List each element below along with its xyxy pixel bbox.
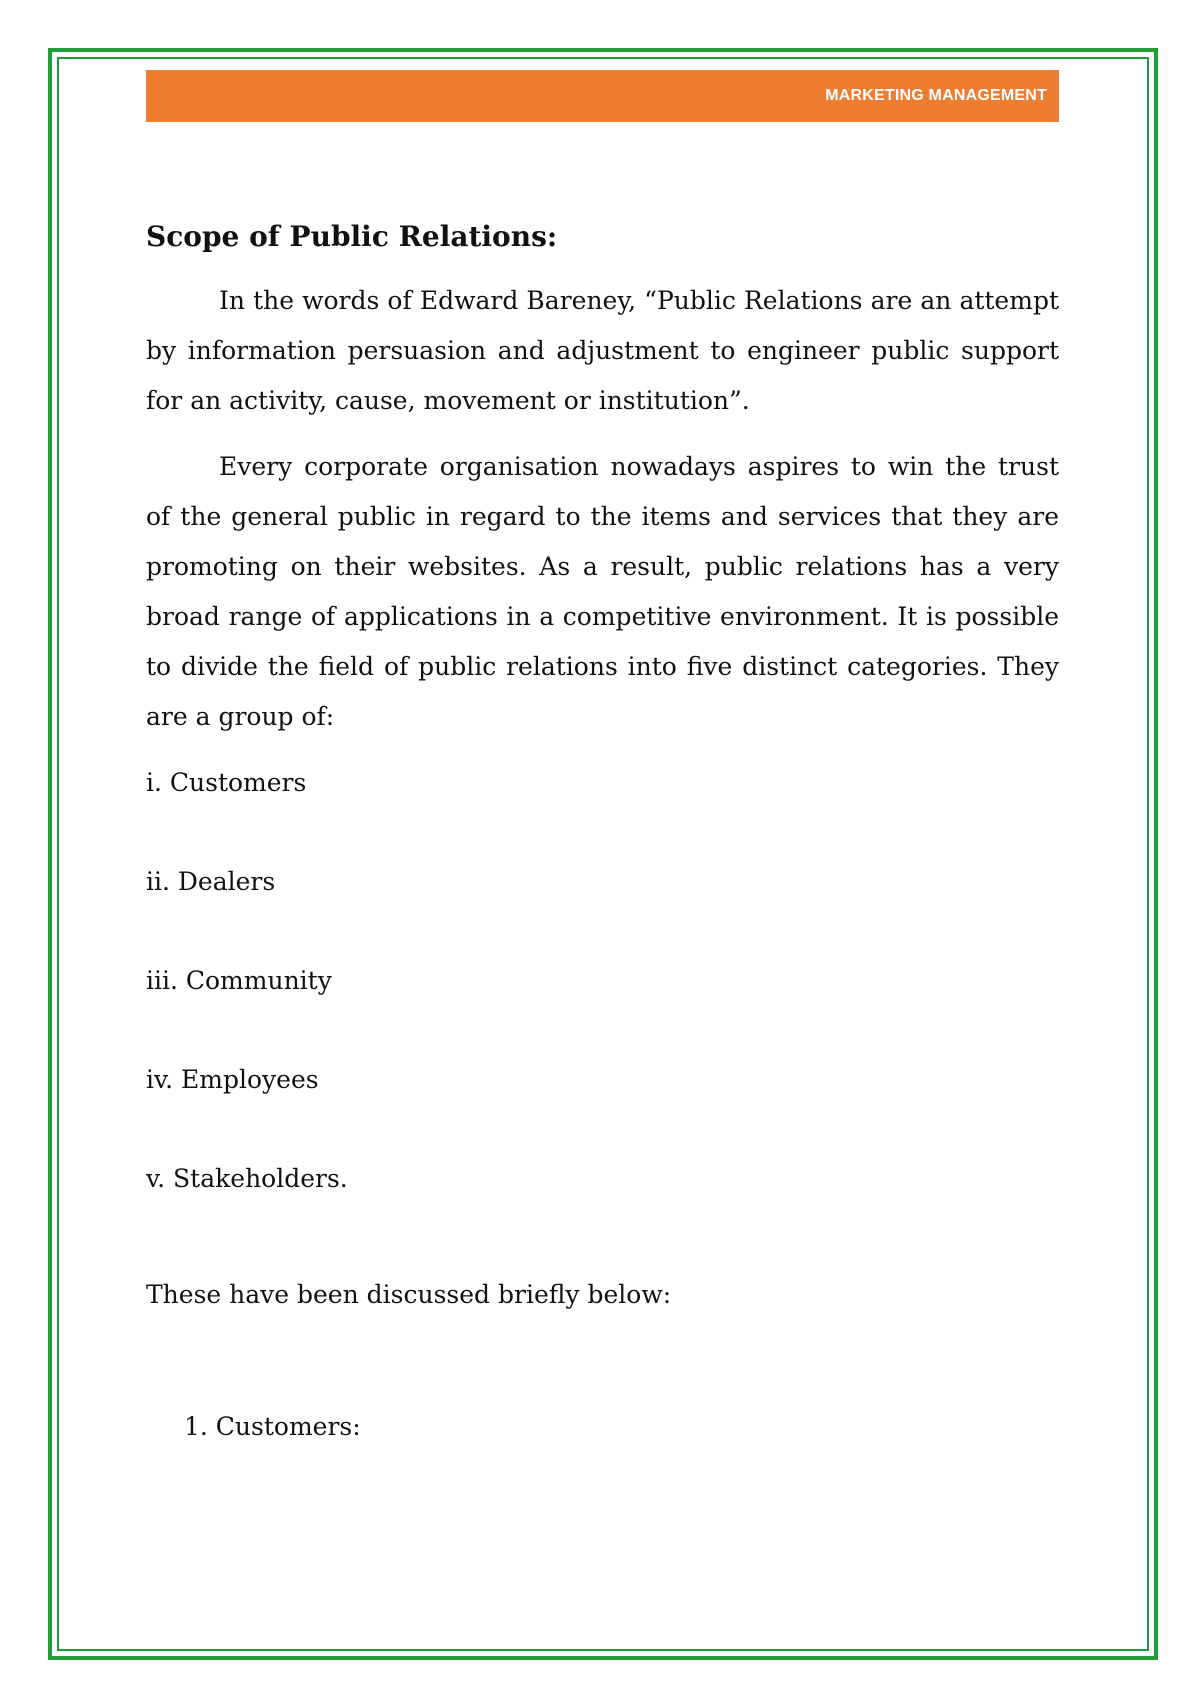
list-item: iii. Community	[146, 966, 332, 995]
paragraph-scope: Every corporate organisation nowadays aspires to win the trust of the general public in regard to the items and services that they are promoting on their websites. As a result, public relations has a very broad range of applications in a competitive environment. It is possible to divide the field of public relations into five distinct categories. They are a group of:	[146, 452, 1059, 731]
document-body	[146, 214, 1059, 1452]
header-label: MARKETING MANAGEMENT	[825, 87, 1047, 104]
list-item: v. Stakeholders.	[146, 1164, 348, 1193]
paragraph-quote: In the words of Edward Bareney, “Public Relations are an attempt by information persuasion and adjustment to engineer public support for an activity, cause, movement or institution”.	[146, 286, 1059, 415]
list-item: iv. Employees	[146, 1065, 319, 1094]
list-item: i. Customers	[146, 768, 307, 797]
section-title: Scope of Public Relations:	[146, 220, 558, 253]
numbered-heading: 1. Customers:	[184, 1412, 361, 1441]
category-list	[146, 758, 1059, 1204]
list-item: ii. Dealers	[146, 867, 276, 896]
header-bar	[146, 70, 1059, 122]
closing-sentence: These have been discussed briefly below:	[146, 1280, 672, 1309]
